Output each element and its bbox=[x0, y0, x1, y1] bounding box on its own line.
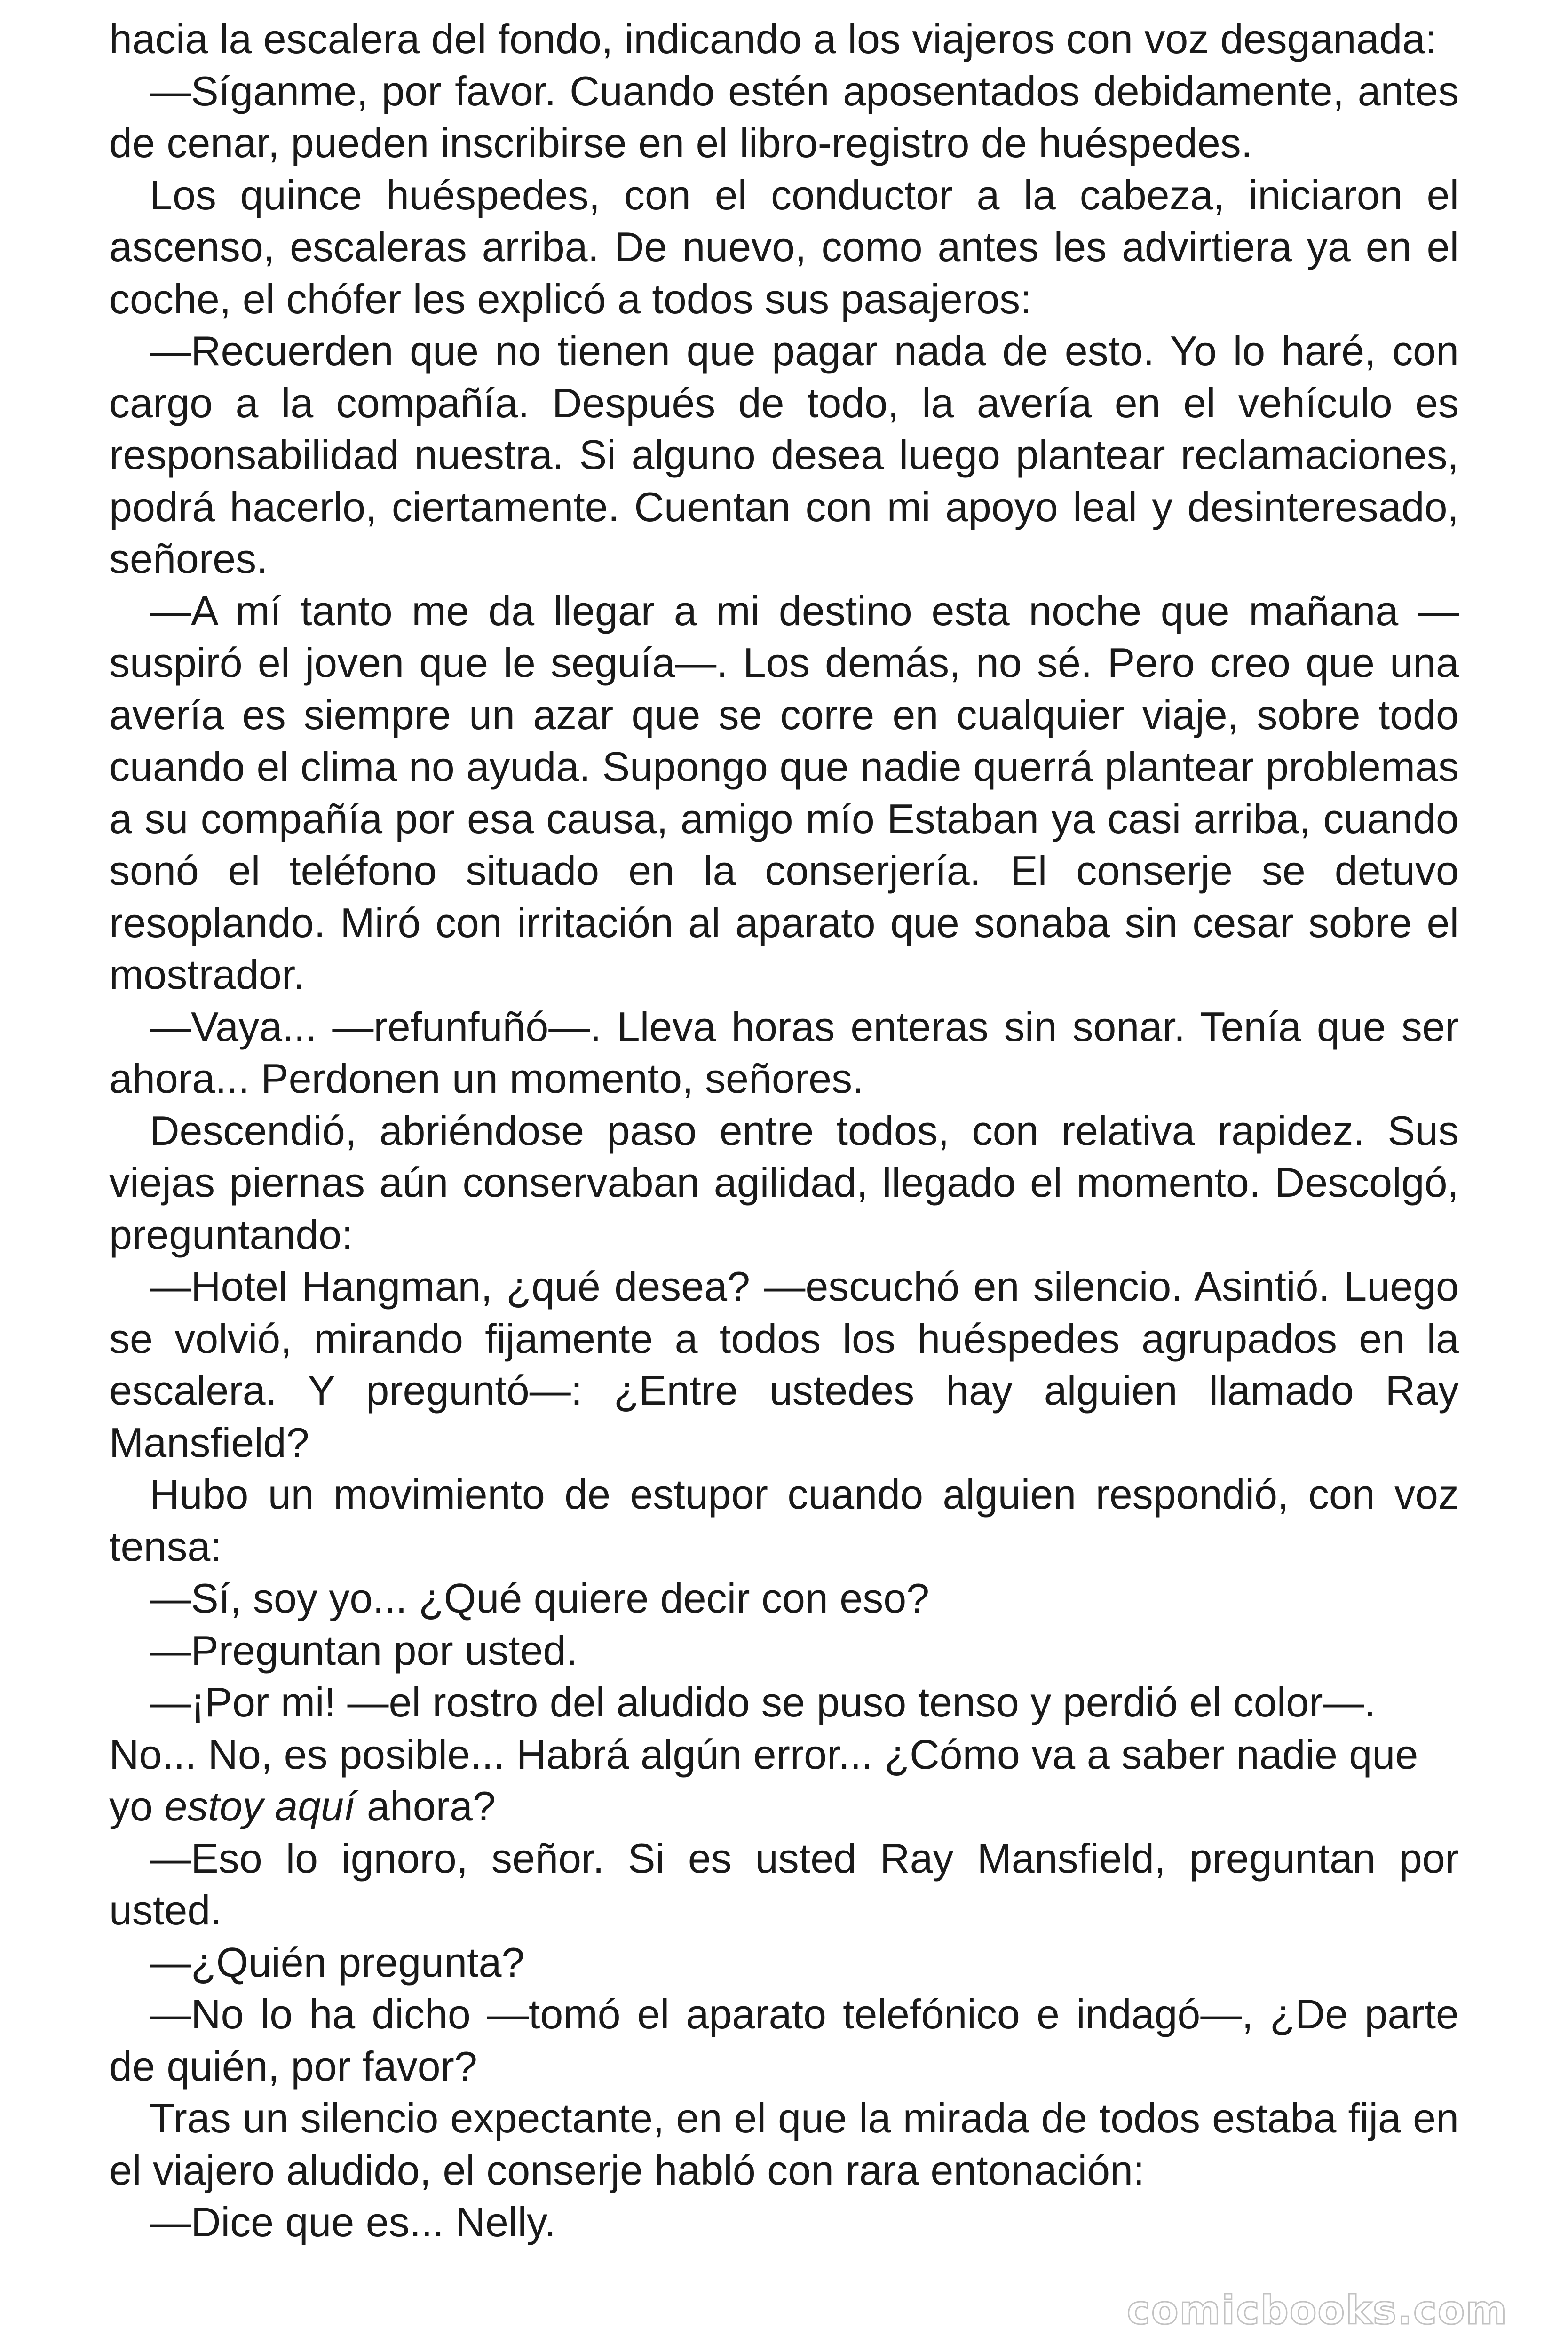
italic-emphasis: estoy aquí bbox=[164, 1783, 356, 1829]
paragraph: —Sí, soy yo... ¿Qué quiere decir con eso? bbox=[150, 1575, 930, 1621]
paragraph: Descendió, abriéndose paso entre todos, con relativa rapidez. Sus viejas piernas aún conservaban agilidad, llegado el momento. Descolgó, preguntando: bbox=[109, 1107, 1459, 1258]
paragraph: —A mí tanto me da llegar a mi destino esta noche que mañana —suspiró el joven que le seguía—. Los demás, no sé. Pero creo que una avería es siempre un azar que se corre en cualquier viaje, sobre todo cuando el clima no ayuda. Supongo que nadie querrá plantear problemas a su compañía por esa causa, amigo mío Estaban ya casi arriba, cuando sonó el teléfono situado en la conserjería. El conserje se detuvo resoplando. Miró con irritación al aparato que sonaba sin cesar sobre el mostrador. bbox=[109, 587, 1459, 998]
paragraph-text: —¡Por mi! —el rostro del aludido se puso tenso y perdió el color—. No... No, es posible... Habrá algún error... ¿Cómo va a saber nadie que yo bbox=[109, 1679, 1418, 1829]
paragraph: —Recuerden que no tienen que pagar nada de esto. Yo lo haré, con cargo a la compañía. Después de todo, la avería en el vehículo es responsabilidad nuestra. Si alguno desea luego plantear reclamaciones, podrá hacerlo, ciertamente. Cuentan con mi apoyo leal y desinteresado, señores. bbox=[109, 327, 1459, 582]
paragraph: Los quince huéspedes, con el conductor a la cabeza, iniciaron el ascenso, escaleras arriba. De nuevo, como antes les advirtiera ya en el coche, el chófer les explicó a todos sus pasajeros: bbox=[109, 171, 1459, 322]
paragraph: Hubo un movimiento de estupor cuando alguien respondió, con voz tensa: bbox=[109, 1471, 1459, 1570]
paragraph: —Hotel Hangman, ¿qué desea? —escuchó en silencio. Asintió. Luego se volvió, mirando fijamente a todos los huéspedes agrupados en la escalera. Y preguntó—: ¿Entre ustedes hay alguien llamado Ray Mansfield? bbox=[109, 1263, 1459, 1466]
book-page-text bbox=[109, 13, 1459, 2249]
paragraph: —Eso lo ignoro, señor. Si es usted Ray Mansfield, preguntan por usted. bbox=[109, 1835, 1459, 1933]
paragraph: —Síganme, por favor. Cuando estén aposentados debidamente, antes de cenar, pueden inscribirse en el libro-registro de huéspedes. bbox=[109, 67, 1459, 166]
paragraph: hacia la escalera del fondo, indicando a los viajeros con voz desganada: bbox=[109, 16, 1437, 62]
paragraph: —Vaya... —refunfuñó—. Lleva horas enteras sin sonar. Tenía que ser ahora... Perdonen un momento, señores. bbox=[109, 1003, 1459, 1102]
paragraph: —¿Quién pregunta? bbox=[150, 1939, 525, 1986]
paragraph: —Dice que es... Nelly. bbox=[150, 2199, 556, 2245]
paragraph bbox=[109, 1677, 1459, 1833]
paragraph-text: ahora? bbox=[355, 1783, 496, 1829]
paragraph: —No lo ha dicho —tomó el aparato telefónico e indagó—, ¿De parte de quién, por favor? bbox=[109, 1991, 1459, 2090]
paragraph: —Preguntan por usted. bbox=[150, 1627, 578, 1674]
watermark-logo: comicbooks.com bbox=[1127, 2287, 1508, 2333]
paragraph: Tras un silencio expectante, en el que la mirada de todos estaba fija en el viajero aludido, el conserje habló con rara entonación: bbox=[109, 2095, 1459, 2193]
